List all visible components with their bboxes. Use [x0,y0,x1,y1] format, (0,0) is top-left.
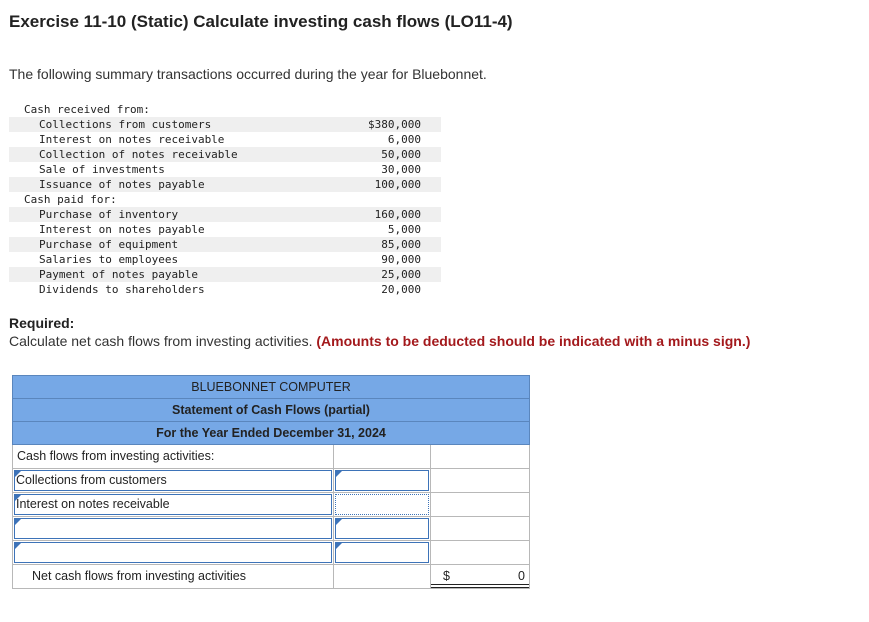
input-row [12,541,530,565]
empty-cell [431,469,529,492]
transaction-amount: 90,000 [381,253,421,266]
statement-subtitle: Statement of Cash Flows (partial) [12,399,530,422]
line-item-value: Interest on notes receivable [16,497,170,511]
transaction-label: Interest on notes receivable [39,133,225,146]
required-instructions [9,333,750,349]
total-label: Net cash flows from investing activities [32,569,246,583]
label-cell [13,517,334,540]
paid-header-row [9,192,441,207]
transaction-amount: 50,000 [381,148,421,161]
transactions-list [9,102,441,297]
label-cell [13,469,334,492]
empty-cell [431,445,529,468]
transaction-amount: 160,000 [374,208,421,221]
transaction-amount: $380,000 [368,118,421,131]
transaction-amount: 20,000 [381,283,421,296]
section-row [12,445,530,469]
transaction-label: Sale of investments [39,163,165,176]
transaction-row [9,222,441,237]
line-item-select[interactable] [14,494,332,515]
input-row [12,469,530,493]
section-label-cell [13,445,334,468]
total-value: 0 [518,569,525,583]
required-text: Calculate net cash flows from investing activities. [9,333,313,349]
transaction-row [9,282,441,297]
transaction-amount: 30,000 [381,163,421,176]
empty-cell [334,445,431,468]
amount-cell [334,469,431,492]
dropdown-marker-icon [15,519,21,525]
transaction-row [9,207,441,222]
transaction-amount: 100,000 [374,178,421,191]
statement-period: For the Year Ended December 31, 2024 [12,422,530,445]
intro-text: The following summary transactions occurred during the year for Bluebonnet. [9,66,487,82]
input-marker-icon [336,471,342,477]
transaction-row [9,117,441,132]
line-item-select[interactable] [14,518,332,539]
required-warning: (Amounts to be deducted should be indicated with a minus sign.) [316,333,751,349]
input-row [12,493,530,517]
input-marker-icon [336,543,342,549]
statement-company: BLUEBONNET COMPUTER [12,375,530,399]
total-cell [431,565,529,588]
double-underline [431,584,529,588]
amount-cell [334,493,431,516]
empty-cell [334,565,431,588]
transaction-amount: 5,000 [387,223,421,236]
transaction-amount: 25,000 [381,268,421,281]
dropdown-marker-icon [15,543,21,549]
transaction-row [9,132,441,147]
transaction-label: Purchase of inventory [39,208,179,221]
transaction-amount: 85,000 [381,238,421,251]
paid-header: Cash paid for: [24,193,117,206]
transaction-row [9,162,441,177]
input-marker-icon [336,519,342,525]
line-item-select[interactable] [14,542,332,563]
line-item-value: Collections from customers [16,473,167,487]
total-currency: $ [443,569,450,583]
transaction-label: Purchase of equipment [39,238,179,251]
empty-cell [431,517,529,540]
cash-flow-statement [12,375,530,589]
amount-cell [334,541,431,564]
amount-input[interactable] [335,518,429,539]
transaction-row [9,267,441,282]
amount-input[interactable] [335,494,429,515]
required-label: Required: [9,315,75,331]
transaction-row [9,177,441,192]
total-row [12,565,530,589]
empty-cell [431,541,529,564]
amount-input[interactable] [335,470,429,491]
transaction-label: Dividends to shareholders [39,283,205,296]
amount-input[interactable] [335,542,429,563]
line-item-select[interactable] [14,470,332,491]
input-row [12,517,530,541]
page-title: Exercise 11-10 (Static) Calculate investing cash flows (LO11-4) [9,12,513,31]
label-cell [13,541,334,564]
transaction-amount: 6,000 [387,133,421,146]
received-header: Cash received from: [24,103,150,116]
transaction-label: Collections from customers [39,118,212,131]
total-label-cell [13,565,334,588]
transaction-label: Payment of notes payable [39,268,198,281]
received-header-row [9,102,441,117]
transaction-label: Interest on notes payable [39,223,205,236]
amount-cell [334,517,431,540]
transaction-label: Collection of notes receivable [39,148,238,161]
transaction-row [9,237,441,252]
transaction-row [9,147,441,162]
transaction-label: Issuance of notes payable [39,178,205,191]
transaction-row [9,252,441,267]
label-cell [13,493,334,516]
empty-cell [431,493,529,516]
section-label: Cash flows from investing activities: [17,449,215,463]
transaction-label: Salaries to employees [39,253,179,266]
